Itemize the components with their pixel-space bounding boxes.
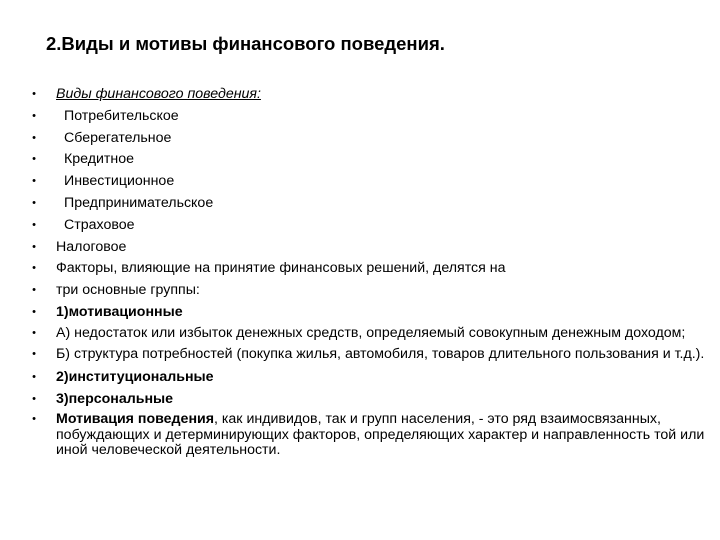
list-item-text: 2)институциональные: [56, 368, 214, 385]
list-item-text: Потребительское: [64, 107, 179, 124]
motivation-definition: , как индивидов, так и групп населения, - это ряд взаимосвязанных, побуждающих и детерминирующих факторов, определяющих характер и направленность той или иной человеческой деятельности.: [56, 411, 705, 459]
bullet-list: [28, 86, 708, 465]
bullet-icon: •: [32, 370, 36, 383]
list-item-text: Сберегательное: [64, 129, 172, 146]
list-item: [28, 412, 708, 459]
bullet-icon: •: [32, 218, 36, 231]
list-item: [28, 260, 708, 277]
list-item-text: три основные группы:: [56, 282, 200, 299]
list-item: [28, 369, 708, 386]
list-item-text: [56, 411, 704, 458]
list-item: [28, 173, 708, 190]
list-item: [28, 108, 708, 125]
list-item: [28, 130, 708, 147]
list-item: [28, 217, 708, 234]
bullet-icon: •: [32, 348, 36, 361]
list-item-text: 3)персональные: [56, 390, 174, 407]
list-item: [28, 391, 708, 408]
bullet-icon: •: [32, 88, 36, 100]
bullet-icon: •: [32, 109, 36, 122]
list-item: [28, 326, 708, 342]
bullet-icon: •: [32, 262, 36, 275]
bullet-icon: •: [32, 175, 36, 188]
bullet-icon: •: [32, 392, 36, 405]
list-item-text: Инвестиционное: [64, 173, 175, 190]
motivation-term: Мотивация поведения: [56, 411, 215, 428]
bullet-icon: •: [32, 196, 36, 209]
bullet-icon: •: [32, 413, 36, 426]
list-item: [28, 239, 708, 256]
list-item: [28, 151, 708, 168]
list-item-text: Страховое: [64, 216, 135, 233]
list-item: [28, 86, 708, 103]
slide-title: 2.Виды и мотивы финансового поведения.: [46, 33, 445, 54]
list-item: [28, 304, 708, 321]
list-item: [28, 282, 708, 299]
list-item-text: Б) структура потребностей (покупка жилья, автомобиля, товаров длительного пользования и т.д.).: [56, 346, 705, 363]
list-item: [28, 195, 708, 212]
list-item-text: А) недостаток или избыток денежных средств, определяемый совокупным денежным доходом;: [56, 324, 686, 341]
bullet-icon: •: [32, 131, 36, 144]
bullet-icon: •: [32, 240, 36, 253]
list-item-text: 1)мотивационные: [56, 303, 183, 320]
bullet-icon: •: [32, 305, 36, 318]
bullet-icon: •: [32, 153, 36, 166]
list-item: [28, 347, 708, 363]
list-item-text: Налоговое: [56, 238, 127, 255]
list-item-text: Предпринимательское: [64, 194, 214, 211]
bullet-icon: •: [32, 326, 36, 339]
bullet-icon: •: [32, 284, 36, 297]
list-item-text: Виды финансового поведения:: [56, 86, 261, 102]
list-item-text: Кредитное: [64, 151, 135, 168]
list-item-text: Факторы, влияющие на принятие финансовых решений, делятся на: [56, 260, 506, 277]
